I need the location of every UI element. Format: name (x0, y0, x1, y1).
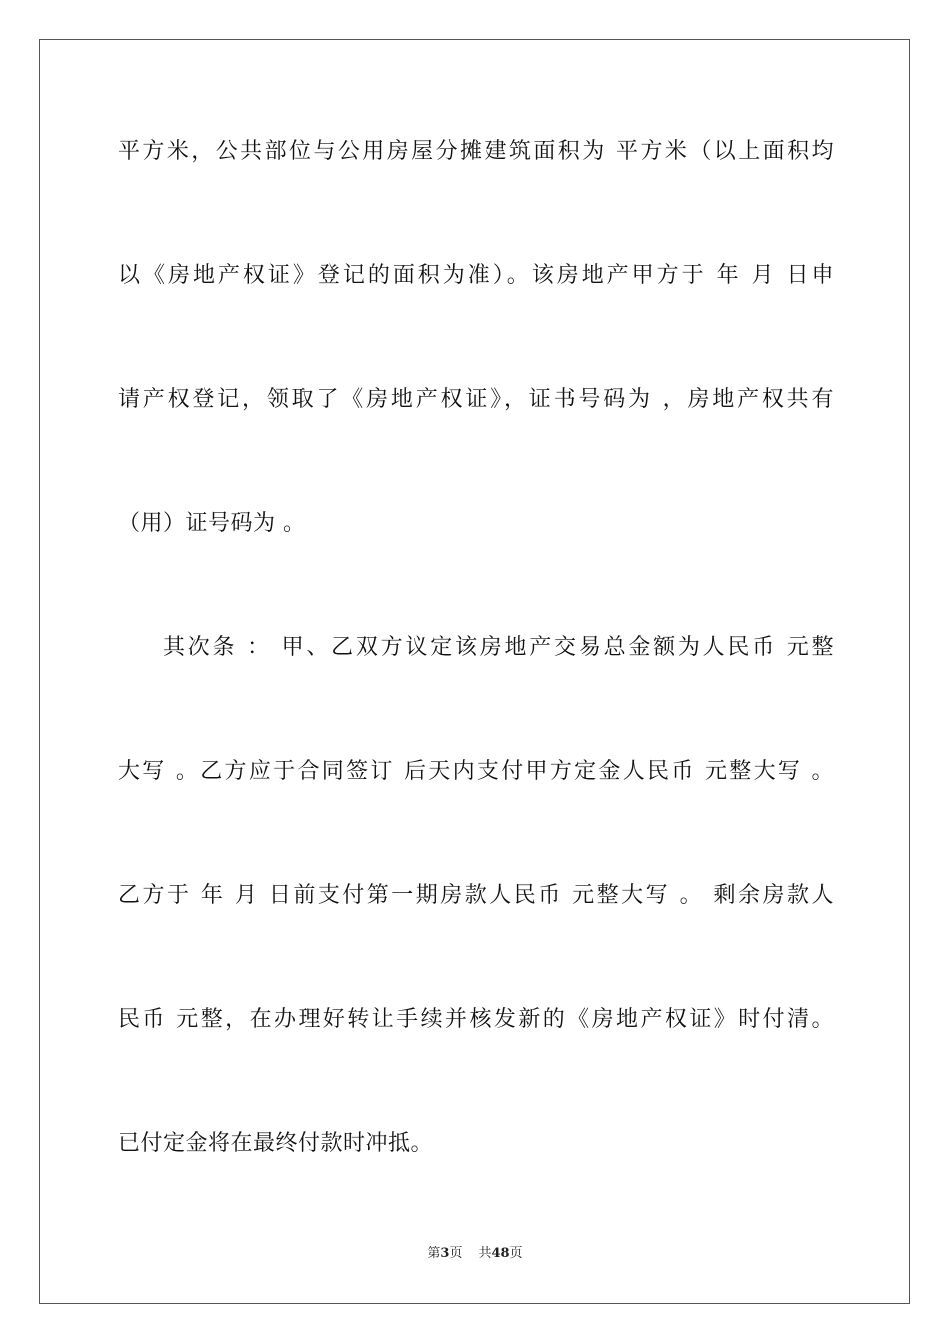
paragraph-line-1: 平方米，公共部位与公用房屋分摊建筑面积为 平方米（以上面积均 (118, 139, 834, 164)
article-2-line-1: 其次条 ： 甲、乙双方议定该房地产交易总金额为人民币 元整 (163, 635, 834, 660)
page-number: 3 (440, 1246, 450, 1261)
article-2-line-5: 已付定金将在最终付款时冲抵。 (118, 1131, 434, 1156)
total-pages: 48 (491, 1246, 510, 1261)
total-label-unit: 页 (509, 1246, 523, 1261)
paragraph-line-2: 以《房地产权证》登记的面积为准）。该房地产甲方于 年 月 日申 (118, 263, 834, 288)
article-2-line-4: 民币 元整，在办理好转让手续并核发新的《房地产权证》时付清。 (118, 1007, 834, 1032)
page-label-prefix: 第 (427, 1246, 441, 1261)
page-footer (0, 1245, 950, 1263)
total-label-prefix: 共 (478, 1246, 492, 1261)
paragraph-line-3: 请产权登记，领取了《房地产权证》，证书号码为 ，房地产权共有 (118, 387, 834, 412)
article-2-line-3: 乙方于 年 月 日前支付第一期房款人民币 元整大写 。 剩余房款人 (118, 883, 834, 908)
page-border (39, 39, 910, 1304)
page-label-unit: 页 (449, 1246, 463, 1261)
article-2-line-2: 大写 。乙方应于合同签订 后天内支付甲方定金人民币 元整大写 。 (118, 759, 834, 784)
paragraph-line-4: （用）证号码为 。 (118, 511, 306, 536)
